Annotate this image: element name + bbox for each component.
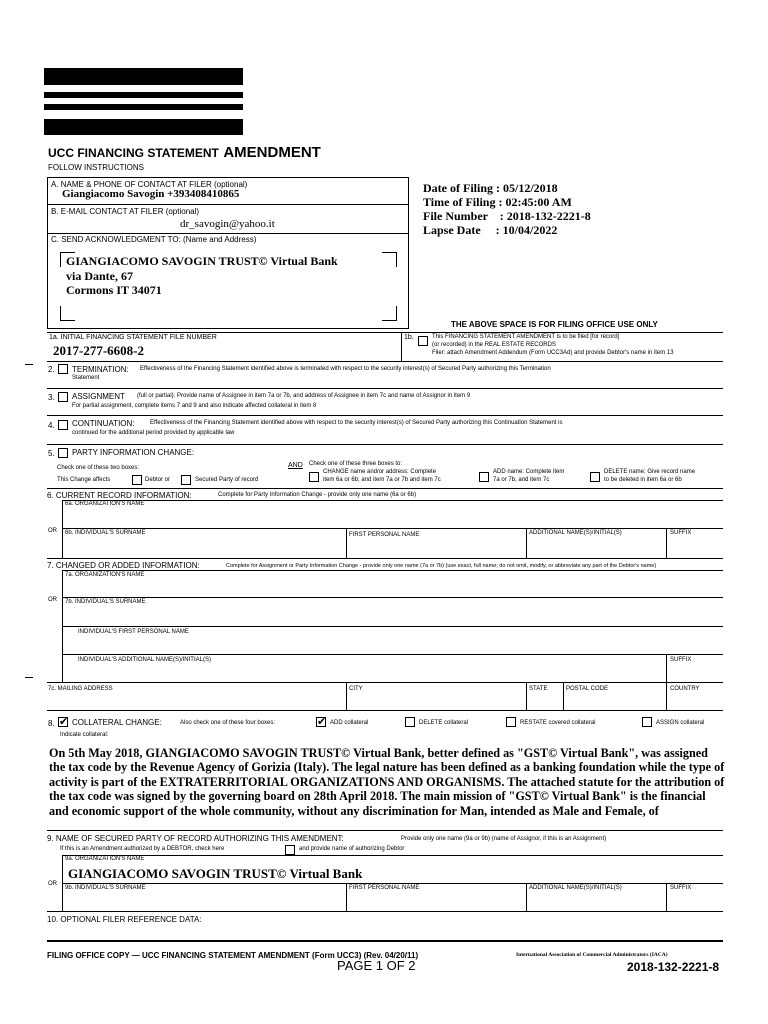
redaction-bar-4 — [44, 119, 243, 135]
city-label: CITY — [349, 686, 363, 692]
form-title — [48, 144, 321, 162]
assign-collateral-checkbox[interactable] — [642, 717, 652, 727]
office-use-label: THE ABOVE SPACE IS FOR FILING OFFICE USE ONLY — [451, 320, 658, 329]
boxB-value: dr_savogin@yahoo.it — [180, 218, 275, 230]
margin-tick-1 — [25, 364, 33, 365]
s9-title: 9. NAME OF SECURED PARTY OF RECORD AUTHORIZING THIS AMENDMENT: — [47, 834, 344, 843]
state-label: STATE — [529, 686, 548, 692]
add-name-checkbox[interactable] — [479, 472, 489, 482]
margin-tick-2 — [25, 677, 33, 678]
s7a-label: 7a. ORGANIZATION'S NAME — [65, 572, 145, 578]
bracket-tr — [382, 252, 397, 267]
redaction-bar-2 — [44, 92, 243, 98]
s9-sub: Provide only one name (9a or 9b) (name of Assignor, if this is an Assignment) — [401, 836, 607, 842]
s1b-line1: This FINANCING STATEMENT AMENDMENT is to be filed [for record] — [432, 334, 620, 340]
s8-restate: RESTATE covered collateral — [520, 720, 596, 726]
footer-page: PAGE 1 OF 2 — [337, 958, 416, 973]
file-number: File Number : 2018-132-2221-8 — [423, 209, 591, 223]
s1b-num: 1b. — [404, 334, 414, 341]
s3-title: ASSIGNMENT — [72, 392, 125, 401]
s10-label: 10. OPTIONAL FILER REFERENCE DATA: — [47, 915, 202, 924]
secured-party-checkbox[interactable] — [181, 475, 191, 485]
s4-num: 4. — [48, 421, 55, 430]
s8-assign: ASSIGN collateral — [656, 720, 705, 726]
s1b-line3: Filer: attach Amendment Addendum (Form UCC3Ad) and provide Debtor's name in item 13 — [432, 350, 674, 356]
s3-text2: For partial assignment, complete items 7 and 9 and also indicate affected collateral in item 8 — [72, 403, 317, 409]
assignment-checkbox[interactable] — [58, 392, 68, 402]
s4-title: CONTINUATION: — [72, 419, 135, 428]
s6-sub: Complete for Party Information Change - provide only one name (6a or 6b) — [218, 492, 417, 498]
follow-instructions: FOLLOW INSTRUCTIONS — [48, 163, 145, 172]
s7-title: 7. CHANGED OR ADDED INFORMATION: — [47, 561, 200, 570]
form-title-small: UCC FINANCING STATEMENT — [48, 146, 219, 160]
s4-text1: Effectiveness of the Financing Statement identified above with respect to the security interest(s) of Secured Party authorizing this Continuation Statement is — [150, 420, 563, 426]
postal-label: POSTAL CODE — [566, 686, 609, 692]
s6-title: 6. CURRENT RECORD INFORMATION: — [47, 491, 192, 500]
bracket-br — [382, 306, 397, 321]
s6a-label: 6a. ORGANIZATION'S NAME — [65, 501, 145, 507]
collateral-change-checkbox[interactable] — [58, 717, 68, 727]
lapse-date: Lapse Date : 10/04/2022 — [423, 223, 558, 237]
s6-first-label: FIRST PERSONAL NAME — [349, 532, 420, 538]
s5-affects: This Change affects — [57, 477, 111, 483]
s5-debtor: Debtor or — [145, 477, 171, 483]
collateral-text: On 5th May 2018, GIANGIACOMO SAVOGIN TRUST© Virtual Bank, better defined as "GST© Virtual Bank", was assigned the tax code by the Revenue Agency of Gorizia (Italy). The legal nature has been defined as a banking foundation while the type of activity is part of the EXTRATERRITORIAL ORGANIZATIONS AND ORGANISMS. The attached statute for the attribution of the tax code was signed by the governing board on 28th April 2018. The main mission of "GST© Virtual Bank" is the financial and economic support of the whole community, without any discrimination for Man, intended as Male and Female, of — [49, 746, 725, 818]
s9-first-label: FIRST PERSONAL NAME — [349, 885, 420, 891]
s6b-label: 6b. INDIVIDUAL'S SURNAME — [65, 530, 146, 536]
s5-add1: ADD name: Complete item — [493, 469, 565, 475]
redaction-bar-3 — [44, 104, 243, 110]
s1a-value: 2017-277-6608-2 — [53, 343, 144, 358]
s8-delete: DELETE collateral — [419, 720, 469, 726]
s8-add: ADD collateral — [330, 720, 369, 726]
termination-checkbox[interactable] — [58, 364, 68, 374]
s8-also: Also check one of these four boxes: — [180, 720, 276, 726]
s9-suffix-label: SUFFIX — [670, 885, 692, 891]
s6-additional-label: ADDITIONAL NAME(S)/INITIAL(S) — [529, 530, 622, 536]
debtor-authorized-checkbox[interactable] — [285, 845, 295, 855]
redaction-bar-1 — [44, 68, 243, 85]
s9b-label: 9b. INDIVIDUAL'S SURNAME — [65, 885, 146, 891]
s3-text1: (full or partial): Provide name of Assignee in item 7a or 7b, and address of Assignee in item 7c and name of Assignor in item 9 — [137, 393, 471, 399]
s1b-line2: (or recorded) in the REAL ESTATE RECORDS — [432, 342, 556, 348]
s5-del2: to be deleted in item 6a or 6b — [604, 477, 682, 483]
s9-debtor-line: If this is an Amendment authorized by a DEBTOR, check here — [60, 846, 225, 852]
footer-left: FILING OFFICE COPY — UCC FINANCING STATEMENT AMENDMENT (Form UCC3) (Rev. 04/20/11) — [47, 951, 419, 960]
delete-collateral-checkbox[interactable] — [405, 717, 415, 727]
restate-collateral-checkbox[interactable] — [506, 717, 516, 727]
s1a-label: 1a. INITIAL FINANCING STATEMENT FILE NUMBER — [49, 334, 217, 341]
boxC-label: C. SEND ACKNOWLEDGMENT TO: (Name and Address) — [51, 235, 257, 244]
s9a-value: GIANGIACOMO SAVOGIN TRUST© Virtual Bank — [68, 866, 363, 881]
s5-check-one: Check one of these two boxes: — [57, 465, 140, 471]
s6-or: OR — [48, 528, 57, 534]
s5-secured: Secured Party of record — [195, 477, 259, 483]
footer-iaca: International Association of Commercial Administrators (IACA) — [516, 952, 668, 958]
s5-title: PARTY INFORMATION CHANGE: — [72, 448, 195, 457]
s7-additional-label: INDIVIDUAL'S ADDITIONAL NAME(S)/INITIAL(S) — [78, 657, 211, 663]
filing-date: Date of Filing : 05/12/2018 — [423, 181, 558, 195]
s5-del1: DELETE name: Give record name — [604, 469, 696, 475]
s7b-label: 7b. INDIVIDUAL'S SURNAME — [65, 599, 146, 605]
ack-line-3: Cormons IT 34071 — [66, 283, 162, 297]
s8-num: 8. — [48, 719, 55, 728]
s7-sub: Complete for Assignment or Party Information Change - provide only one name (7a or 7b) (use exact, full name; do not omit, modify, or abbreviate any part of the Debtor's name) — [226, 563, 657, 569]
s7c-label: 7c. MAILING ADDRESS — [48, 686, 113, 692]
s4-text2: continued for the additional period provided by applicable law — [72, 430, 235, 436]
s2-text1: Effectiveness of the Financing Statement identified above is terminated with respect to the security interest(s) of Secured Party authorizing this Termination — [140, 366, 551, 372]
s7-or: OR — [48, 597, 57, 603]
s1b-checkbox[interactable] — [418, 336, 428, 346]
s5-change1: CHANGE name and/or address: Complete — [323, 469, 437, 475]
filing-time: Time of Filing : 02:45:00 AM — [423, 195, 572, 209]
country-label: COUNTRY — [670, 686, 700, 692]
s9-or: OR — [48, 881, 57, 887]
s5-check-three: Check one of these three boxes to: — [309, 461, 403, 467]
boxA-value: Giangiacomo Savogin +393408410865 — [62, 188, 240, 200]
debtor-checkbox[interactable] — [132, 475, 142, 485]
s3-num: 3. — [48, 393, 55, 402]
ack-line-2: via Dante, 67 — [66, 269, 133, 283]
s9-additional-label: ADDITIONAL NAME(S)/INITIAL(S) — [529, 885, 622, 891]
boxB-label: B. E-MAIL CONTACT AT FILER (optional) — [51, 207, 200, 216]
s2-text2: Statement — [72, 375, 100, 381]
s9a-label: 9a. ORGANIZATION'S NAME — [65, 856, 145, 862]
delete-name-checkbox[interactable] — [590, 472, 600, 482]
ack-line-1: GIANGIACOMO SAVOGIN TRUST© Virtual Bank — [66, 254, 338, 268]
form-title-big: AMENDMENT — [223, 144, 321, 161]
s2-title: TERMINATION: — [72, 365, 129, 374]
s7-first-label: INDIVIDUAL'S FIRST PERSONAL NAME — [78, 629, 189, 635]
s5-add2: 7a or 7b, and item 7c — [493, 477, 550, 483]
s8-title: COLLATERAL CHANGE: — [72, 718, 162, 727]
party-change-checkbox[interactable] — [58, 448, 68, 458]
footer-file-number: 2018-132-2221-8 — [627, 960, 720, 974]
continuation-checkbox[interactable] — [58, 420, 68, 430]
s8-indicate: Indicate collateral: — [60, 732, 109, 738]
add-collateral-checkbox[interactable] — [316, 717, 326, 727]
s2-num: 2. — [48, 365, 55, 374]
boxA-label: A. NAME & PHONE OF CONTACT AT FILER (optional) — [51, 180, 248, 189]
s6-suffix-label: SUFFIX — [670, 530, 692, 536]
change-name-checkbox[interactable] — [309, 472, 319, 482]
s7-suffix-label: SUFFIX — [670, 657, 692, 663]
s5-change2: item 6a or 6b; and item 7a or 7b and item 7c — [323, 477, 441, 483]
s9-debtor-line2: and provide name of authorizing Debtor — [299, 846, 405, 852]
s5-and: AND — [288, 462, 303, 469]
bracket-bl — [60, 306, 75, 321]
s5-num: 5. — [48, 449, 55, 458]
